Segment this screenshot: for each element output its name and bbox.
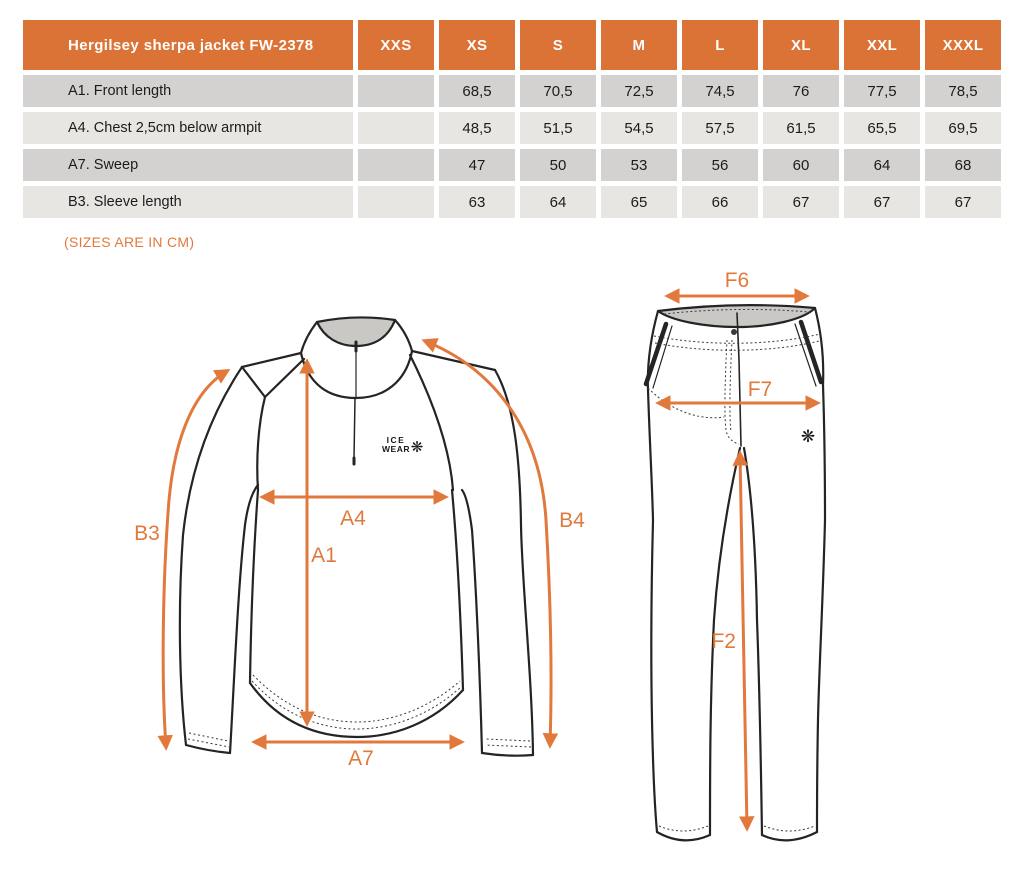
col-header-xxl: XXL	[844, 20, 920, 70]
logo-line1: ICE	[386, 435, 406, 445]
size-value-cell: 69,5	[925, 112, 1001, 144]
label-a1: A1	[311, 544, 337, 567]
size-value-cell: 77,5	[844, 75, 920, 107]
col-header-xxs: XXS	[358, 20, 434, 70]
size-value-cell: 70,5	[520, 75, 596, 107]
size-value-cell: 65,5	[844, 112, 920, 144]
row-label: B3. Sleeve length	[23, 186, 353, 218]
row-label: A1. Front length	[23, 75, 353, 107]
product-title-cell: Hergilsey sherpa jacket FW-2378	[23, 20, 353, 70]
label-f7: F7	[747, 378, 773, 401]
col-header-xxxl: XXXL	[925, 20, 1001, 70]
size-table	[18, 15, 1006, 223]
col-header-xl: XL	[763, 20, 839, 70]
col-header-m: M	[601, 20, 677, 70]
snowflake-icon: ❋	[410, 439, 424, 456]
label-f2: F2	[711, 630, 736, 653]
logo-line2: WEAR	[382, 444, 410, 454]
size-value-cell: 50	[520, 149, 596, 181]
size-value-cell: 67	[763, 186, 839, 218]
ice-wear-logo	[382, 435, 423, 456]
size-value-cell: 76	[763, 75, 839, 107]
size-value-cell: 67	[925, 186, 1001, 218]
snowflake-icon: ❋	[800, 427, 816, 446]
size-value-cell: 60	[763, 149, 839, 181]
size-value-cell: 65	[601, 186, 677, 218]
label-a4: A4	[340, 507, 366, 530]
size-value-cell: 51,5	[520, 112, 596, 144]
measure-arrow-b3	[163, 371, 227, 747]
size-value-cell: 53	[601, 149, 677, 181]
label-b4: B4	[559, 509, 585, 532]
table-row-chest	[23, 112, 1001, 144]
measure-arrow-b4	[425, 341, 551, 745]
label-a7: A7	[348, 747, 374, 770]
size-value-cell: 57,5	[682, 112, 758, 144]
col-header-xs: XS	[439, 20, 515, 70]
size-value-cell: 66	[682, 186, 758, 218]
size-value-cell: 47	[439, 149, 515, 181]
row-label: A4. Chest 2,5cm below armpit	[23, 112, 353, 144]
size-value-cell	[358, 149, 434, 181]
size-value-cell: 67	[844, 186, 920, 218]
measure-arrow-f2	[740, 454, 747, 828]
size-value-cell: 68	[925, 149, 1001, 181]
pants-measure-arrows	[659, 296, 817, 828]
size-table-header-row	[23, 20, 1001, 70]
size-value-cell: 63	[439, 186, 515, 218]
waist-button	[731, 329, 737, 335]
size-value-cell: 64	[520, 186, 596, 218]
jacket-diagram	[95, 285, 615, 845]
size-value-cell: 74,5	[682, 75, 758, 107]
table-row-front-length	[23, 75, 1001, 107]
size-value-cell	[358, 186, 434, 218]
size-value-cell: 72,5	[601, 75, 677, 107]
table-row-sleeve-length	[23, 186, 1001, 218]
size-value-cell: 64	[844, 149, 920, 181]
jacket-measure-labels	[134, 507, 585, 770]
size-value-cell	[358, 112, 434, 144]
col-header-s: S	[520, 20, 596, 70]
size-value-cell: 61,5	[763, 112, 839, 144]
jacket-outline	[180, 320, 533, 756]
label-f6: F6	[724, 270, 750, 292]
size-value-cell: 48,5	[439, 112, 515, 144]
size-value-cell: 68,5	[439, 75, 515, 107]
size-value-cell: 56	[682, 149, 758, 181]
pants-outline	[646, 308, 825, 840]
size-value-cell	[358, 75, 434, 107]
sizes-unit-note: (SIZES ARE IN CM)	[64, 234, 195, 250]
row-label: A7. Sweep	[23, 149, 353, 181]
col-header-l: L	[682, 20, 758, 70]
pants-diagram	[620, 270, 850, 870]
table-row-sweep	[23, 149, 1001, 181]
size-value-cell: 78,5	[925, 75, 1001, 107]
pants-stitching	[648, 309, 820, 831]
size-value-cell: 54,5	[601, 112, 677, 144]
label-b3: B3	[134, 522, 160, 545]
